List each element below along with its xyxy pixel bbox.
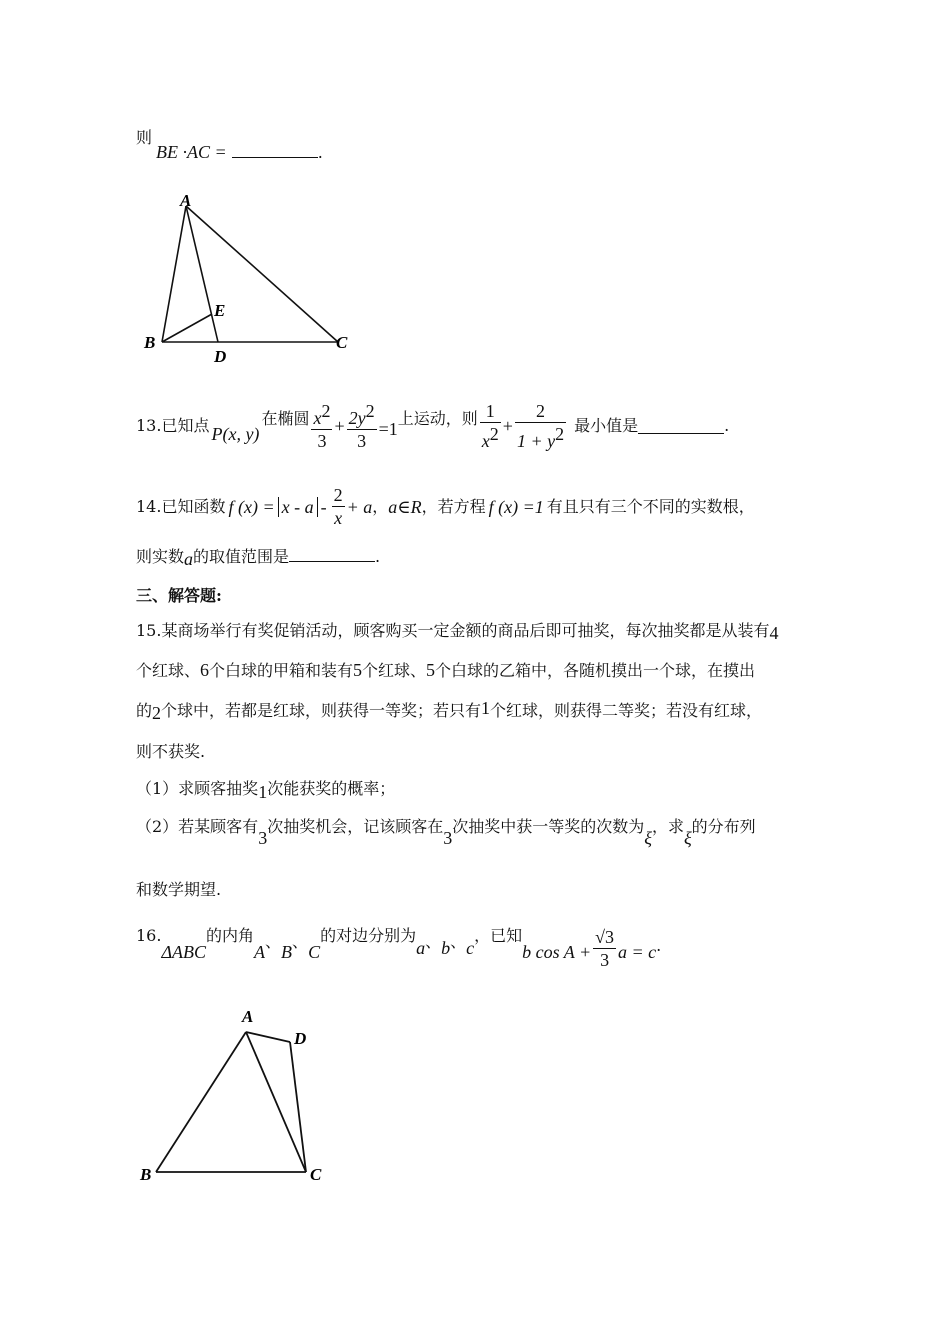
section-3-heading: 三、解答题: — [136, 586, 222, 605]
q13-answer-blank — [638, 419, 724, 434]
q16-triangle: ΔABC — [161, 942, 207, 962]
q16-number: 16. — [136, 926, 162, 945]
q16-eq-right: a = c — [618, 942, 657, 962]
q15-part1: （1）求顾客抽奖1次能获奖的概率； — [136, 779, 396, 802]
fig2-edge-ad — [246, 1032, 290, 1042]
q15-line1: 15.某商场举行有奖促销活动，顾客购买一定金额的商品后即可抽奖，每次抽奖都是从装有4 — [136, 621, 779, 643]
q14-number: 14. — [136, 496, 162, 516]
q12-expr-line — [156, 142, 323, 163]
q12-line — [136, 128, 152, 148]
q13-text3: 上运动，则 — [397, 409, 478, 428]
q14-equation: f (x) =1 — [488, 496, 544, 517]
q13-frac2: $\frac{2y^2}{3}$ — [348, 401, 375, 451]
q16-frac: $\frac{√3}{3}$ — [595, 927, 615, 970]
fig1-label-a: A — [180, 191, 192, 210]
question-16: 16. ΔABC 的内角 A 、 B 、 C 的对边分别为 a 、 b 、 c ，已知 b cos A + $\frac{√3}{3}$ a = c . — [136, 926, 662, 970]
q14-line2: 则实数a的取值范围是 . — [136, 547, 381, 569]
q12-expr: BE ·AC = — [156, 142, 227, 162]
q13-frac4: $\frac{2}{1 + y^2}$ — [516, 401, 565, 451]
q12-answer-blank — [232, 143, 318, 158]
fig2-label-d: D — [294, 1029, 307, 1048]
q13-point: P(x, y) — [211, 424, 260, 444]
q15-part2: （2）若某顾客有3次抽奖机会，记该顾客在3次抽奖中获一等奖的次数为ξ，求ξ的分布列 — [136, 817, 756, 848]
fig1-edge-ac — [186, 206, 338, 342]
q13-number: 13. — [136, 416, 162, 435]
fig1-edge-ab — [162, 206, 186, 342]
fig1-label-d: D — [214, 347, 227, 366]
q13-frac1: $\frac{x^2}{3}$ — [313, 401, 331, 451]
q14-abs: x - a — [278, 497, 318, 517]
q15-line4: 则不获奖. — [136, 742, 206, 761]
q16-eq-left: b cos A + — [522, 942, 592, 962]
figure-quadrilateral-abcd — [134, 1000, 344, 1190]
question-13: 13. 已知点 P(x, y) 在椭圆 $\frac{x^2}{3}$ + $\frac{2y^2}{3}$ =1 上运动，则 $\frac{1}{x^2}$ + $\frac{2}{1 + y^2}$ 最小值是 . — [136, 401, 730, 451]
q13-text4: 最小值是 — [574, 416, 639, 435]
fig2-label-b: B — [140, 1165, 152, 1184]
q14-a-in-r: a∈R — [388, 496, 422, 517]
q14-plus-a: + a — [346, 496, 373, 517]
fig2-label-c: C — [310, 1165, 322, 1184]
fig1-edge-be — [162, 314, 212, 342]
q15-line6: 和数学期望. — [136, 880, 222, 899]
fig1-edge-ad — [186, 206, 218, 342]
fig1-label-b: B — [144, 333, 156, 352]
fig1-label-c: C — [336, 333, 348, 352]
question-14: 14. 已知函数 f (x) = x - a - $\frac{2}{x}$ + a ， a∈R ，若方程 f (x) =1 有且只有三个不同的实数根， — [136, 485, 755, 528]
figure-triangle-abc-e-d — [138, 190, 368, 370]
q13-plus: + — [334, 416, 345, 436]
q13-eq1: =1 — [378, 419, 398, 439]
q13-frac3: $\frac{1}{x^2}$ — [481, 401, 499, 451]
q13-text1: 已知点 — [161, 416, 210, 435]
fig2-label-a: A — [242, 1007, 254, 1026]
q14-fx: f (x) = — [228, 496, 275, 517]
q13-text2: 在椭圆 — [261, 409, 310, 428]
q14-text1: 已知函数 — [161, 496, 226, 516]
q14-frac: $\frac{2}{x}$ — [333, 485, 343, 528]
q14-answer-blank — [289, 547, 375, 562]
fig1-label-e: E — [214, 301, 226, 320]
q12-end: . — [317, 143, 323, 162]
q15-line2: 个红球、6个白球的甲箱和装有5个红球、5个白球的乙箱中，各随机摸出一个球，在摸出 — [136, 660, 756, 680]
fig2-edge-ab — [156, 1032, 246, 1172]
q12-ze: 则 — [136, 128, 153, 147]
q15-line3: 的2个球中，若都是红球，则获得一等奖；若只有1个红球，则获得二等奖；若没有红球， — [136, 698, 763, 723]
